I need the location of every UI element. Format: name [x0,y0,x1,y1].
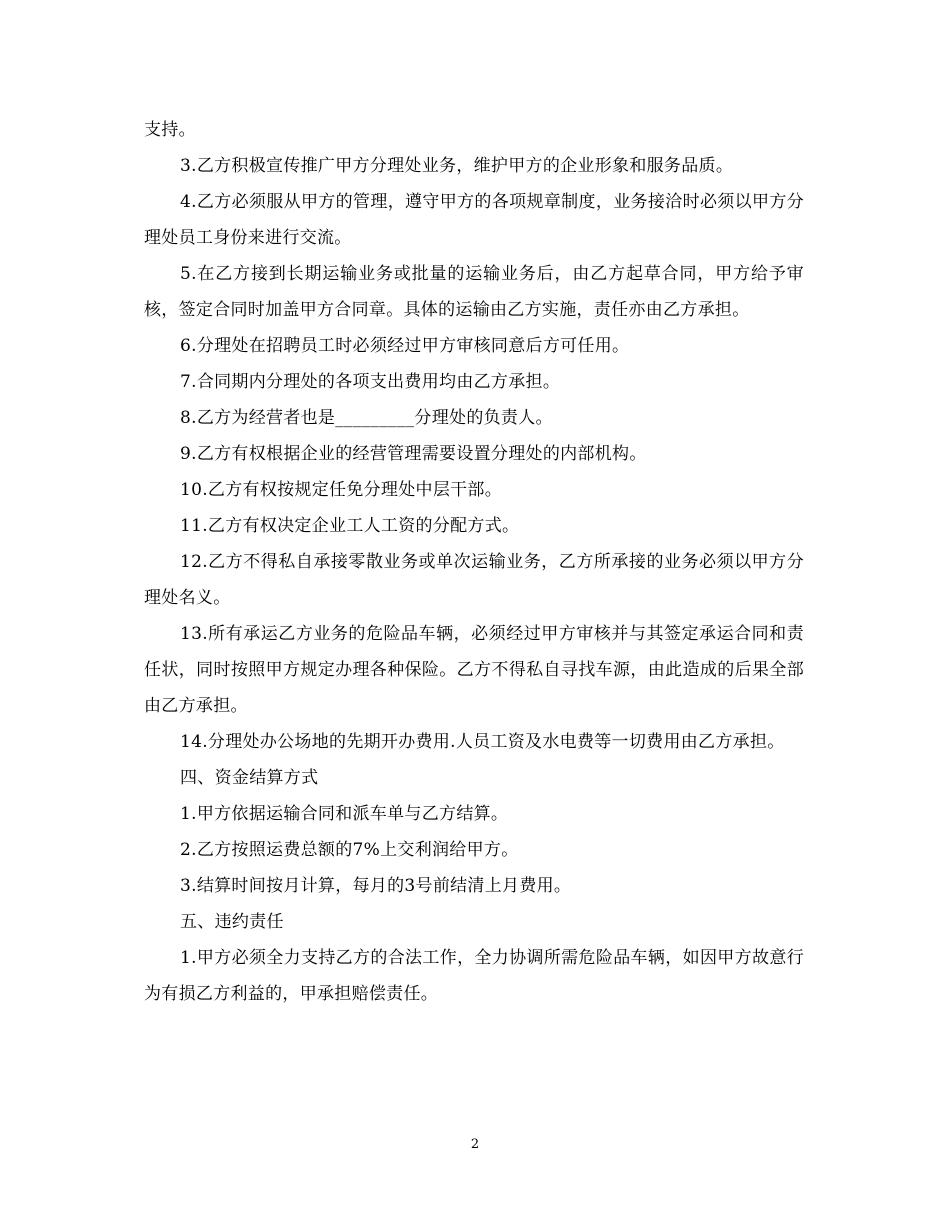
document-body [144,112,804,1012]
clause-9: 9.乙方有权根据企业的经营管理需要设置分理处的内部机构。 [180,444,647,464]
clause-4: 4.乙方必须服从甲方的管理，遵守甲方的各项规章制度，业务接洽时必须以甲方分理处员工身份来进行交流。 [144,192,804,248]
clause-6: 6.分理处在招聘员工时必须经过甲方审核同意后方可任用。 [180,336,630,356]
section-heading-liability: 五、违约责任 [180,912,284,932]
section-heading-settlement: 四、资金结算方式 [180,768,319,788]
settlement-clause-3: 3.结算时间按月计算，每月的3号前结清上月费用。 [180,876,572,896]
clause-3: 3.乙方积极宣传推广甲方分理处业务，维护甲方的企业形象和服务品质。 [180,156,734,176]
clause-12: 12.乙方不得私自承接零散业务或单次运输业务，乙方所承接的业务必须以甲方分理处名义。 [144,552,804,608]
clause-8: 8.乙方为经营者也是_________分理处的负责人。 [180,408,553,428]
clause-11: 11.乙方有权决定企业工人工资的分配方式。 [180,516,520,536]
settlement-clause-1: 1.甲方依据运输合同和派车单与乙方结算。 [180,804,509,824]
liability-clause-1: 1.甲方必须全力支持乙方的合法工作，全力协调所需危险品车辆，如因甲方故意行为有损乙方利益的，甲承担赔偿责任。 [144,948,804,1004]
clause-5: 5.在乙方接到长期运输业务或批量的运输业务后，由乙方起草合同，甲方给予审核，签定合同时加盖甲方合同章。具体的运输由乙方实施，责任亦由乙方承担。 [144,264,804,320]
clause-13: 13.所有承运乙方业务的危险品车辆，必须经过甲方审核并与其签定承运合同和责任状，同时按照甲方规定办理各种保险。乙方不得私自寻找车源，由此造成的后果全部由乙方承担。 [144,624,804,716]
page-number: 2 [470,1137,480,1152]
settlement-clause-2: 2.乙方按照运费总额的7%上交利润给甲方。 [180,840,519,860]
clause-10: 10.乙方有权按规定任免分理处中层干部。 [180,480,503,500]
clause-7: 7.合同期内分理处的各项支出费用均由乙方承担。 [180,372,561,392]
paragraph-continuation: 支持。 [144,120,196,140]
clause-14: 14.分理处办公场地的先期开办费用.人员工资及水电费等一切费用由乙方承担。 [180,732,785,752]
